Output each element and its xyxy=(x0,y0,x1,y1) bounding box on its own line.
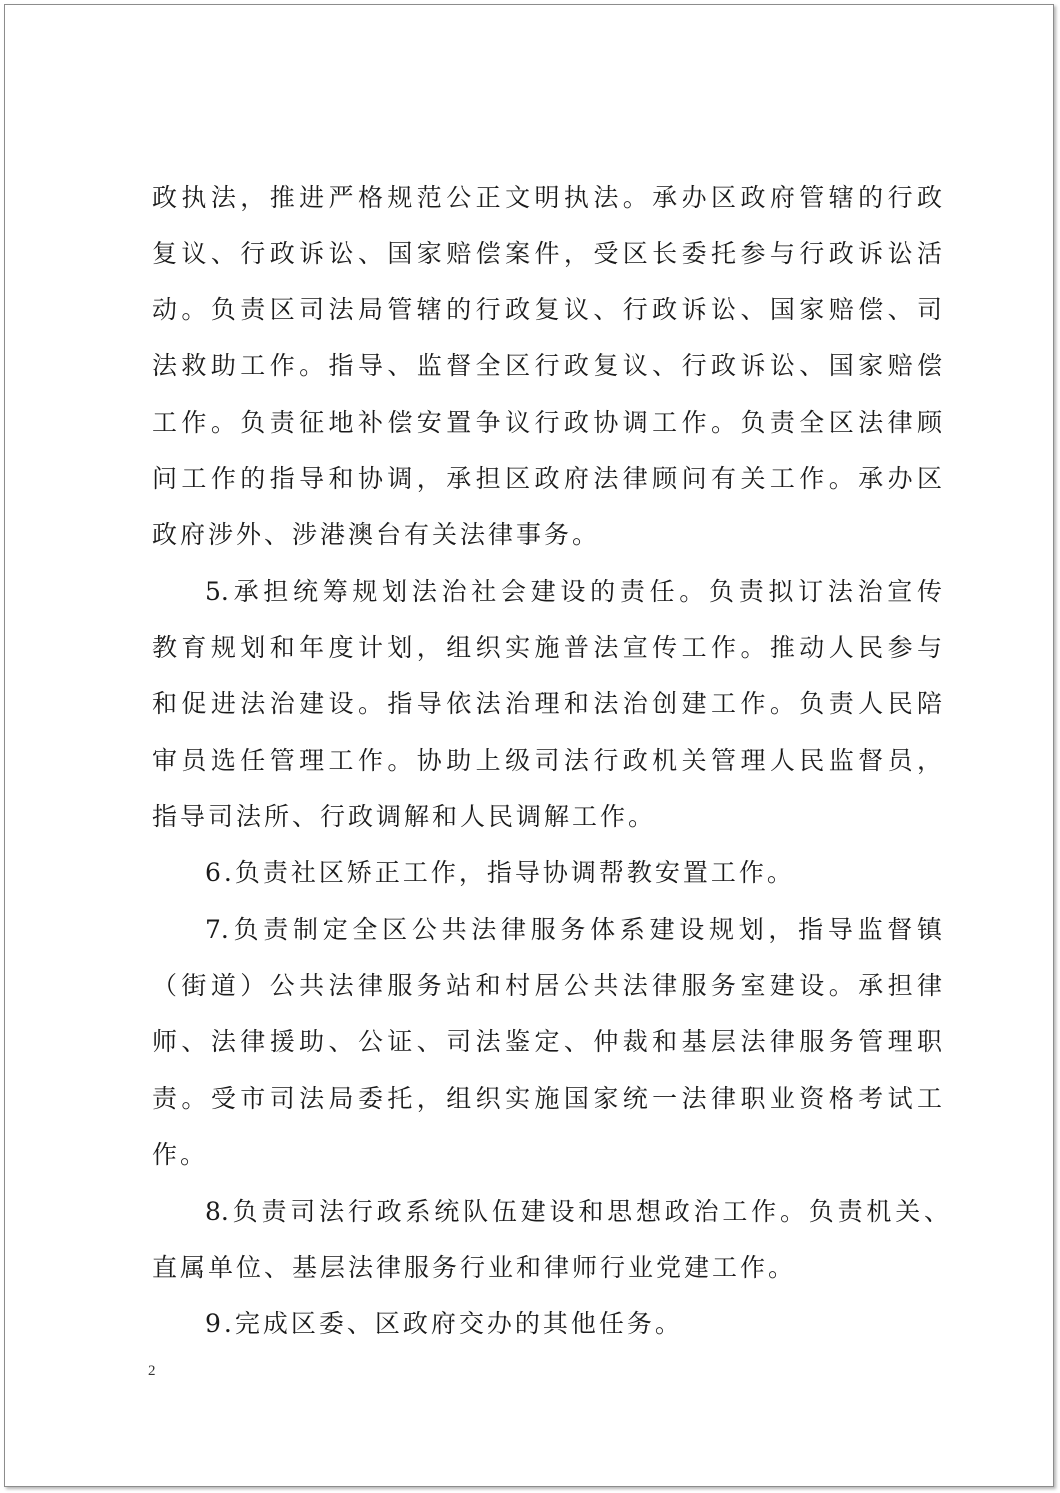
paragraph-item-8: 8.负责司法行政系统队伍建设和思想政治工作。负责机关、 xyxy=(205,1197,949,1226)
paragraph-item-9: 9.完成区委、区政府交办的其他任务。 xyxy=(205,1309,683,1338)
paragraph-item-5: 5.承担统筹规划法治社会建设的责任。负责拟订法治宣传 xyxy=(205,577,942,606)
text-line: 政府涉外、涉港澳台有关法律事务。 xyxy=(152,520,601,549)
text-line: （街道）公共法律服务站和村居公共法律服务室建设。承担律 xyxy=(152,971,942,1000)
text-line: 指导司法所、行政调解和人民调解工作。 xyxy=(152,802,657,831)
text-line: 作。 xyxy=(152,1140,209,1169)
text-line: 责。受市司法局委托，组织实施国家统一法律职业资格考试工 xyxy=(152,1084,942,1113)
text-line: 工作。负责征地补偿安置争议行政协调工作。负责全区法律顾 xyxy=(152,408,942,437)
document-page xyxy=(4,4,1054,1487)
text-line: 审员选任管理工作。协助上级司法行政机关管理人民监督员， xyxy=(152,746,942,775)
paragraph-item-6: 6.负责社区矫正工作，指导协调帮教安置工作。 xyxy=(205,858,795,887)
text-line: 法救助工作。指导、监督全区行政复议、行政诉讼、国家赔偿 xyxy=(152,351,942,380)
text-line: 教育规划和年度计划，组织实施普法宣传工作。推动人民参与 xyxy=(152,633,942,662)
text-line: 直属单位、基层法律服务行业和律师行业党建工作。 xyxy=(152,1253,797,1282)
paragraph-item-7: 7.负责制定全区公共法律服务体系建设规划，指导监督镇 xyxy=(205,915,942,944)
text-line: 问工作的指导和协调，承担区政府法律顾问有关工作。承办区 xyxy=(152,464,942,493)
text-line: 师、法律援助、公证、司法鉴定、仲裁和基层法律服务管理职 xyxy=(152,1027,942,1056)
page-number: 2 xyxy=(148,1363,156,1379)
text-line: 和促进法治建设。指导依法治理和法治创建工作。负责人民陪 xyxy=(152,689,942,718)
text-line: 政执法，推进严格规范公正文明执法。承办区政府管辖的行政 xyxy=(152,183,942,212)
text-line: 动。负责区司法局管辖的行政复议、行政诉讼、国家赔偿、司 xyxy=(152,295,942,324)
text-line: 复议、行政诉讼、国家赔偿案件，受区长委托参与行政诉讼活 xyxy=(152,239,942,268)
